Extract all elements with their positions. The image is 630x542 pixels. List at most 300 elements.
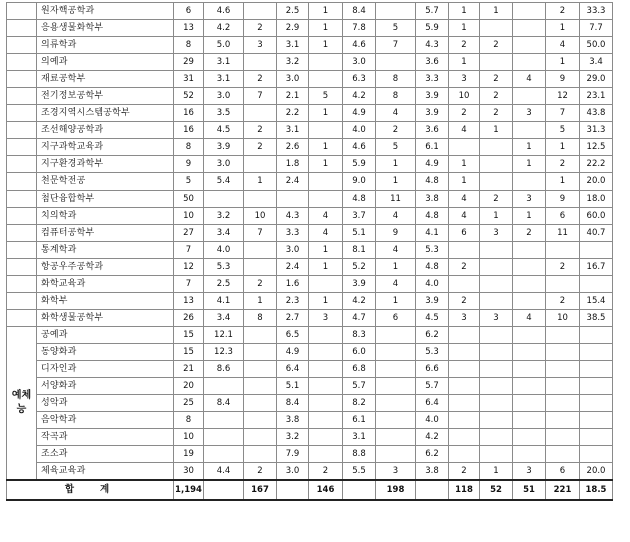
table-cell: 51 bbox=[513, 480, 546, 500]
table-cell: 4.9 bbox=[416, 156, 449, 173]
table-cell: 18.5 bbox=[580, 480, 613, 500]
table-cell: 3.7 bbox=[343, 207, 376, 224]
table-cell bbox=[546, 412, 580, 429]
table-cell: 2.4 bbox=[277, 173, 309, 190]
table-cell: 6.1 bbox=[416, 139, 449, 156]
table-cell: 4.2 bbox=[416, 429, 449, 446]
table-cell: 5 bbox=[376, 20, 416, 37]
table-row bbox=[7, 241, 613, 258]
table-cell: 7 bbox=[546, 105, 580, 122]
table-cell bbox=[376, 360, 416, 377]
department-name: 천문학전공 bbox=[37, 173, 174, 190]
table-cell: 52 bbox=[174, 88, 204, 105]
table-cell: 3.0 bbox=[204, 88, 244, 105]
table-cell: 38.5 bbox=[580, 309, 613, 326]
table-cell: 4 bbox=[449, 207, 480, 224]
table-cell bbox=[480, 412, 513, 429]
table-cell bbox=[480, 139, 513, 156]
table-cell bbox=[277, 480, 309, 500]
table-row bbox=[7, 139, 613, 156]
table-cell: 4 bbox=[309, 224, 343, 241]
total-label: 합계 bbox=[7, 480, 174, 500]
table-row bbox=[7, 20, 613, 37]
table-cell: 25 bbox=[174, 395, 204, 412]
table-cell: 26 bbox=[174, 309, 204, 326]
table-cell: 50 bbox=[174, 190, 204, 207]
table-cell: 2 bbox=[449, 292, 480, 309]
table-cell: 5.3 bbox=[416, 343, 449, 360]
table-cell: 3.9 bbox=[416, 105, 449, 122]
department-name: 응용생물화학부 bbox=[37, 20, 174, 37]
table-cell bbox=[376, 343, 416, 360]
department-name: 지구과학교육과 bbox=[37, 139, 174, 156]
category-cell bbox=[7, 207, 37, 224]
table-row bbox=[7, 275, 613, 292]
table-cell: 1,194 bbox=[174, 480, 204, 500]
table-cell bbox=[376, 54, 416, 71]
table-cell: 27 bbox=[174, 224, 204, 241]
table-cell: 3 bbox=[449, 71, 480, 88]
table-row bbox=[7, 105, 613, 122]
department-name: 화학부 bbox=[37, 292, 174, 309]
table-cell: 2 bbox=[449, 105, 480, 122]
table-row bbox=[7, 224, 613, 241]
table-cell: 2 bbox=[546, 3, 580, 20]
table-cell bbox=[277, 190, 309, 207]
table-cell bbox=[309, 122, 343, 139]
category-cell bbox=[7, 3, 37, 20]
table-cell: 20.0 bbox=[580, 463, 613, 481]
table-cell: 6.8 bbox=[343, 360, 376, 377]
table-cell: 3.2 bbox=[277, 54, 309, 71]
table-cell bbox=[376, 378, 416, 395]
table-row bbox=[7, 3, 613, 20]
table-cell: 31 bbox=[174, 71, 204, 88]
table-cell bbox=[580, 446, 613, 463]
table-cell: 3 bbox=[309, 309, 343, 326]
department-name: 치의학과 bbox=[37, 207, 174, 224]
table-cell: 5.5 bbox=[343, 463, 376, 481]
table-cell: 9 bbox=[174, 156, 204, 173]
table-cell: 5.3 bbox=[416, 241, 449, 258]
table-cell: 15 bbox=[174, 343, 204, 360]
table-cell bbox=[244, 429, 277, 446]
table-cell: 3.8 bbox=[277, 412, 309, 429]
table-cell bbox=[513, 446, 546, 463]
table-cell bbox=[513, 275, 546, 292]
table-cell bbox=[244, 378, 277, 395]
table-cell: 12 bbox=[174, 258, 204, 275]
table-cell: 3.4 bbox=[580, 54, 613, 71]
table-cell bbox=[513, 37, 546, 54]
table-cell: 6.3 bbox=[343, 71, 376, 88]
table-cell: 2 bbox=[244, 20, 277, 37]
table-cell bbox=[480, 446, 513, 463]
table-cell: 5.3 bbox=[204, 258, 244, 275]
table-cell: 3.1 bbox=[204, 71, 244, 88]
table-cell bbox=[449, 378, 480, 395]
table-cell bbox=[480, 343, 513, 360]
table-cell bbox=[309, 343, 343, 360]
department-name: 첨단융합학부 bbox=[37, 190, 174, 207]
table-cell: 3.8 bbox=[416, 190, 449, 207]
department-name: 조선해양공학과 bbox=[37, 122, 174, 139]
table-cell: 8.2 bbox=[343, 395, 376, 412]
table-cell: 2 bbox=[449, 258, 480, 275]
table-cell bbox=[309, 360, 343, 377]
category-cell bbox=[7, 309, 37, 326]
category-cell bbox=[7, 224, 37, 241]
table-cell bbox=[376, 395, 416, 412]
table-cell: 2 bbox=[449, 463, 480, 481]
table-cell bbox=[480, 292, 513, 309]
table-cell: 2 bbox=[244, 275, 277, 292]
table-cell: 9 bbox=[546, 190, 580, 207]
table-cell bbox=[480, 326, 513, 343]
table-cell: 3.0 bbox=[343, 54, 376, 71]
table-cell: 8 bbox=[174, 139, 204, 156]
table-cell: 23.1 bbox=[580, 88, 613, 105]
table-cell bbox=[546, 395, 580, 412]
department-name: 화학교육과 bbox=[37, 275, 174, 292]
table-cell: 6.5 bbox=[277, 326, 309, 343]
table-cell bbox=[513, 292, 546, 309]
table-cell: 4 bbox=[309, 207, 343, 224]
table-cell bbox=[309, 412, 343, 429]
table-cell: 4 bbox=[513, 71, 546, 88]
table-cell: 1 bbox=[546, 54, 580, 71]
category-cell bbox=[7, 71, 37, 88]
table-cell bbox=[580, 275, 613, 292]
table-cell: 2 bbox=[480, 105, 513, 122]
table-cell: 3 bbox=[513, 463, 546, 481]
category-cell bbox=[7, 190, 37, 207]
table-cell: 30 bbox=[174, 463, 204, 481]
table-cell bbox=[480, 241, 513, 258]
table-cell: 2.3 bbox=[277, 292, 309, 309]
table-cell: 4.2 bbox=[343, 292, 376, 309]
table-cell: 1 bbox=[449, 156, 480, 173]
table-cell: 2 bbox=[546, 292, 580, 309]
table-cell: 5 bbox=[309, 88, 343, 105]
department-name: 의예과 bbox=[37, 54, 174, 71]
table-cell bbox=[449, 446, 480, 463]
table-cell: 5 bbox=[376, 139, 416, 156]
table-cell bbox=[513, 395, 546, 412]
table-cell bbox=[309, 326, 343, 343]
category-cell bbox=[7, 122, 37, 139]
total-row bbox=[7, 480, 613, 500]
table-cell: 4.8 bbox=[416, 258, 449, 275]
table-cell bbox=[416, 480, 449, 500]
table-cell bbox=[580, 343, 613, 360]
table-cell bbox=[513, 412, 546, 429]
table-cell bbox=[513, 378, 546, 395]
table-cell bbox=[480, 173, 513, 190]
table-cell bbox=[244, 343, 277, 360]
table-cell: 1 bbox=[309, 20, 343, 37]
table-cell: 146 bbox=[309, 480, 343, 500]
table-cell bbox=[546, 326, 580, 343]
table-cell: 6.0 bbox=[343, 343, 376, 360]
table-cell: 2 bbox=[513, 224, 546, 241]
table-cell: 6 bbox=[449, 224, 480, 241]
table-cell: 4.2 bbox=[343, 88, 376, 105]
admissions-statistics-table bbox=[6, 2, 613, 501]
table-cell: 18.0 bbox=[580, 190, 613, 207]
table-cell: 3.1 bbox=[277, 122, 309, 139]
table-cell: 1 bbox=[449, 173, 480, 190]
table-row bbox=[7, 326, 613, 343]
category-cell bbox=[7, 258, 37, 275]
table-cell bbox=[449, 412, 480, 429]
table-cell: 9 bbox=[546, 71, 580, 88]
department-name: 디자인과 bbox=[37, 360, 174, 377]
table-cell bbox=[244, 241, 277, 258]
category-cell bbox=[7, 88, 37, 105]
table-cell: 8.1 bbox=[343, 241, 376, 258]
table-cell: 3 bbox=[513, 105, 546, 122]
table-cell: 3.9 bbox=[416, 88, 449, 105]
table-cell: 3.6 bbox=[416, 122, 449, 139]
table-cell: 21 bbox=[174, 360, 204, 377]
table-cell bbox=[244, 395, 277, 412]
table-cell: 4.2 bbox=[204, 20, 244, 37]
table-cell: 221 bbox=[546, 480, 580, 500]
table-cell: 1 bbox=[546, 20, 580, 37]
table-cell: 9.0 bbox=[343, 173, 376, 190]
table-cell: 20 bbox=[174, 378, 204, 395]
table-cell bbox=[449, 395, 480, 412]
table-cell: 10 bbox=[174, 207, 204, 224]
table-cell: 3.5 bbox=[204, 105, 244, 122]
department-name: 체육교육과 bbox=[37, 463, 174, 481]
table-cell: 4.3 bbox=[416, 37, 449, 54]
table-cell: 8.6 bbox=[204, 360, 244, 377]
table-cell bbox=[204, 446, 244, 463]
table-row bbox=[7, 446, 613, 463]
table-cell: 4 bbox=[546, 37, 580, 54]
category-cell bbox=[7, 292, 37, 309]
table-cell bbox=[513, 326, 546, 343]
table-cell bbox=[546, 378, 580, 395]
table-cell: 12.3 bbox=[204, 343, 244, 360]
table-row bbox=[7, 122, 613, 139]
table-cell: 4.7 bbox=[343, 309, 376, 326]
table-cell: 2 bbox=[244, 122, 277, 139]
table-cell bbox=[580, 378, 613, 395]
table-cell: 7 bbox=[376, 37, 416, 54]
table-cell: 1 bbox=[376, 292, 416, 309]
table-cell: 16 bbox=[174, 122, 204, 139]
table-cell: 4.6 bbox=[204, 3, 244, 20]
table-cell: 1 bbox=[244, 292, 277, 309]
table-cell: 4.8 bbox=[343, 190, 376, 207]
table-cell: 10 bbox=[449, 88, 480, 105]
category-cell bbox=[7, 54, 37, 71]
table-cell: 1 bbox=[449, 3, 480, 20]
table-cell: 4.0 bbox=[416, 275, 449, 292]
table-cell bbox=[449, 275, 480, 292]
table-cell: 6 bbox=[546, 463, 580, 481]
table-cell: 1 bbox=[513, 207, 546, 224]
department-name: 조소과 bbox=[37, 446, 174, 463]
table-cell bbox=[204, 190, 244, 207]
table-cell bbox=[309, 54, 343, 71]
table-cell: 3.6 bbox=[416, 54, 449, 71]
department-name: 원자핵공학과 bbox=[37, 3, 174, 20]
table-cell bbox=[480, 429, 513, 446]
table-row bbox=[7, 429, 613, 446]
table-cell: 3.4 bbox=[204, 224, 244, 241]
table-cell: 43.8 bbox=[580, 105, 613, 122]
table-cell: 19 bbox=[174, 446, 204, 463]
table-row bbox=[7, 360, 613, 377]
table-cell: 12 bbox=[546, 88, 580, 105]
table-cell bbox=[580, 395, 613, 412]
table-cell: 1 bbox=[376, 173, 416, 190]
table-cell: 3.2 bbox=[204, 207, 244, 224]
table-cell bbox=[513, 3, 546, 20]
table-cell: 5.2 bbox=[343, 258, 376, 275]
table-cell bbox=[449, 139, 480, 156]
table-cell bbox=[546, 275, 580, 292]
table-cell: 2 bbox=[546, 258, 580, 275]
table-cell: 4.5 bbox=[416, 309, 449, 326]
table-cell bbox=[513, 20, 546, 37]
table-cell: 198 bbox=[376, 480, 416, 500]
table-cell: 4.4 bbox=[204, 463, 244, 481]
table-cell: 5.7 bbox=[343, 378, 376, 395]
table-cell: 7.7 bbox=[580, 20, 613, 37]
table-cell bbox=[244, 446, 277, 463]
table-cell: 2.4 bbox=[277, 258, 309, 275]
table-cell bbox=[244, 105, 277, 122]
table-cell: 10 bbox=[546, 309, 580, 326]
table-cell bbox=[244, 156, 277, 173]
table-cell: 3.2 bbox=[277, 429, 309, 446]
table-cell: 4.1 bbox=[416, 224, 449, 241]
table-row bbox=[7, 378, 613, 395]
table-cell bbox=[546, 241, 580, 258]
table-cell bbox=[449, 241, 480, 258]
table-cell: 5.9 bbox=[343, 156, 376, 173]
table-cell: 8.4 bbox=[343, 3, 376, 20]
table-cell: 1 bbox=[376, 156, 416, 173]
table-cell: 4 bbox=[376, 275, 416, 292]
table-cell: 1 bbox=[449, 20, 480, 37]
table-cell: 5.4 bbox=[204, 173, 244, 190]
department-name: 동양화과 bbox=[37, 343, 174, 360]
department-name: 지구환경과학부 bbox=[37, 156, 174, 173]
table-cell bbox=[580, 412, 613, 429]
category-cell bbox=[7, 105, 37, 122]
table-cell: 7 bbox=[244, 88, 277, 105]
table-cell bbox=[376, 429, 416, 446]
table-cell bbox=[309, 446, 343, 463]
table-cell: 3.1 bbox=[204, 54, 244, 71]
table-cell bbox=[480, 54, 513, 71]
table-cell: 3.9 bbox=[416, 292, 449, 309]
table-cell: 4.8 bbox=[416, 173, 449, 190]
department-name: 통계학과 bbox=[37, 241, 174, 258]
table-cell: 1 bbox=[546, 173, 580, 190]
table-cell: 4.0 bbox=[416, 412, 449, 429]
table-cell: 8 bbox=[376, 88, 416, 105]
table-cell: 3.0 bbox=[277, 241, 309, 258]
table-cell: 2 bbox=[449, 37, 480, 54]
table-cell: 7.8 bbox=[343, 20, 376, 37]
table-cell: 2.2 bbox=[277, 105, 309, 122]
table-cell: 15 bbox=[174, 326, 204, 343]
department-name: 조경지역시스템공학부 bbox=[37, 105, 174, 122]
table-cell: 1 bbox=[449, 54, 480, 71]
table-cell bbox=[480, 378, 513, 395]
table-cell bbox=[580, 360, 613, 377]
table-cell: 3.1 bbox=[343, 429, 376, 446]
table-cell: 8 bbox=[244, 309, 277, 326]
department-name: 서양화과 bbox=[37, 378, 174, 395]
table-cell bbox=[449, 360, 480, 377]
table-cell bbox=[513, 88, 546, 105]
table-cell: 8.8 bbox=[343, 446, 376, 463]
table-cell: 4.3 bbox=[277, 207, 309, 224]
table-cell: 2.5 bbox=[277, 3, 309, 20]
table-cell: 16 bbox=[174, 105, 204, 122]
table-cell bbox=[513, 343, 546, 360]
table-cell bbox=[513, 241, 546, 258]
table-cell: 4.8 bbox=[416, 207, 449, 224]
table-cell: 2 bbox=[309, 463, 343, 481]
table-cell bbox=[376, 326, 416, 343]
table-cell: 3 bbox=[480, 224, 513, 241]
table-cell bbox=[309, 378, 343, 395]
table-row bbox=[7, 343, 613, 360]
table-cell: 1 bbox=[309, 292, 343, 309]
department-name: 전기정보공학부 bbox=[37, 88, 174, 105]
table-cell: 11 bbox=[376, 190, 416, 207]
table-cell bbox=[580, 429, 613, 446]
table-cell bbox=[480, 156, 513, 173]
table-cell: 22.2 bbox=[580, 156, 613, 173]
table-cell: 8.4 bbox=[204, 395, 244, 412]
table-cell: 8 bbox=[174, 412, 204, 429]
table-cell: 52 bbox=[480, 480, 513, 500]
table-cell: 5.9 bbox=[416, 20, 449, 37]
table-cell: 40.7 bbox=[580, 224, 613, 241]
table-cell: 2 bbox=[480, 88, 513, 105]
table-cell bbox=[376, 412, 416, 429]
table-cell: 3 bbox=[244, 37, 277, 54]
table-cell: 20.0 bbox=[580, 173, 613, 190]
table-cell: 3.0 bbox=[204, 156, 244, 173]
table-cell: 2 bbox=[546, 156, 580, 173]
table-cell: 13 bbox=[174, 292, 204, 309]
table-cell bbox=[309, 190, 343, 207]
table-cell: 33.3 bbox=[580, 3, 613, 20]
table-cell: 4 bbox=[449, 190, 480, 207]
table-cell: 3 bbox=[449, 309, 480, 326]
table-cell bbox=[204, 378, 244, 395]
table-cell: 9 bbox=[376, 224, 416, 241]
table-cell: 60.0 bbox=[580, 207, 613, 224]
table-cell: 1 bbox=[376, 258, 416, 275]
table-cell: 2 bbox=[244, 139, 277, 156]
table-cell: 3.9 bbox=[204, 139, 244, 156]
category-cell bbox=[7, 37, 37, 54]
table-cell: 7 bbox=[174, 275, 204, 292]
table-cell: 50.0 bbox=[580, 37, 613, 54]
